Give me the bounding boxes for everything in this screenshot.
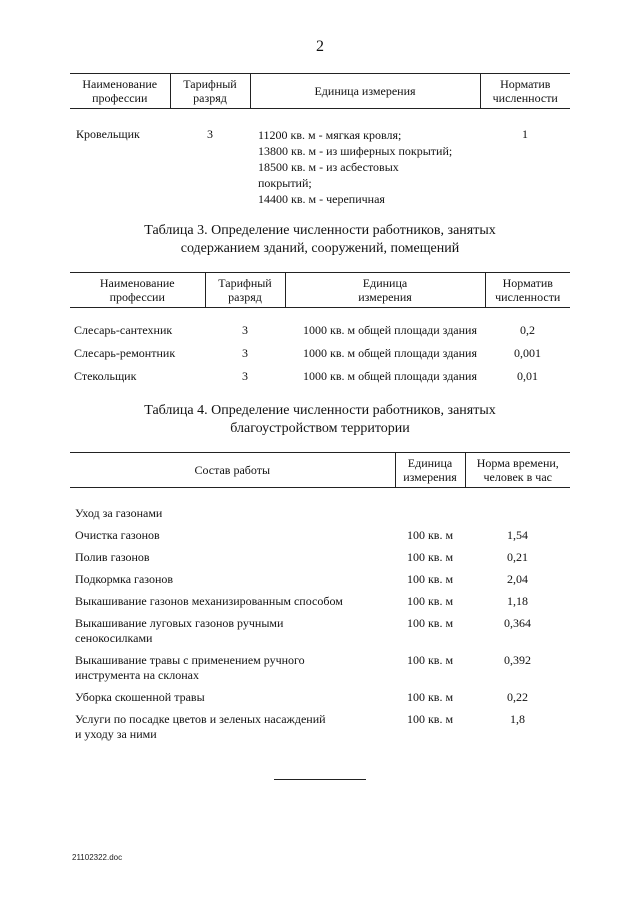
cell-work: Полив газонов [75,550,150,564]
cell-work: Выкашивание травы с применением ручного инструмента на склонах [75,653,305,682]
header-unit: Единица измерения [395,453,465,488]
table-header-row [70,273,570,308]
cell-work: Выкашивание газонов механизированным способом [75,594,343,608]
cell-grade: 3 [242,369,248,383]
cell-unit: 100 кв. м [406,572,454,586]
header-unit: Единица измерения [285,273,485,308]
cell-unit: 100 кв. м [406,528,454,542]
section-label: Уход за газонами [75,506,163,520]
header-norm: Норма времени, человек в час [465,453,570,488]
header-profession: Наименование профессии [70,74,170,109]
table-3 [70,272,570,388]
table-4-title: Таблица 4. Определение численности работников, занятых благоустройством территории [144,403,496,436]
cell-norm: 1,54 [507,528,528,542]
cell-norm: 1 [522,127,528,141]
cell-unit: 1000 кв. м общей площади здания [302,346,477,360]
table-row [70,571,570,593]
table-row [70,615,570,652]
cell-profession: Слесарь-ремонтник [74,346,176,360]
table-row [70,711,570,748]
cell-norm: 0,392 [504,653,531,667]
cell-norm: 2,04 [507,572,528,586]
table-row [70,652,570,689]
cell-norm: 0,22 [507,690,528,704]
unit-line: 11200 кв. м - мягкая кровля; [258,128,402,142]
cell-profession: Слесарь-сантехник [74,323,173,337]
header-profession: Наименование профессии [70,273,205,308]
table-row [70,109,570,209]
cell-unit: 100 кв. м [406,550,454,564]
header-grade: Тарифный разряд [205,273,285,308]
unit-line: 13800 кв. м - из шиферных покрытий; [258,144,453,158]
header-norm: Норматив численности [485,273,570,308]
cell-grade: 3 [242,323,248,337]
cell-unit: 100 кв. м [406,616,454,630]
cell-unit: 100 кв. м [406,690,454,704]
table-row [70,689,570,711]
header-unit: Единица измерения [250,74,480,109]
header-work: Состав работы [70,453,395,488]
cell-unit: 100 кв. м [406,594,454,608]
header-norm: Норматив численности [480,74,570,109]
cell-norm: 1,18 [507,594,528,608]
cell-unit: 1000 кв. м общей площади здания [302,369,477,383]
cell-norm: 0,001 [514,346,541,360]
unit-line: покрытий; [258,176,312,190]
cell-norm: 0,2 [520,323,535,337]
cell-unit [250,109,480,209]
cell-norm: 1,8 [510,712,525,726]
table-2-continuation [70,73,570,208]
cell-grade: 3 [242,346,248,360]
header-grade: Тарифный разряд [170,74,250,109]
unit-line: 18500 кв. м - из асбестовых [258,160,399,174]
cell-work: Очистка газонов [75,528,160,542]
cell-profession: Кровельщик [76,127,140,141]
table-row [70,365,570,388]
unit-line: 14400 кв. м - черепичная [258,192,385,206]
cell-norm: 0,21 [507,550,528,564]
table-row [70,549,570,571]
table-row [70,308,570,343]
cell-norm: 0,364 [504,616,531,630]
cell-work: Уборка скошенной травы [75,690,205,704]
table-row [70,342,570,365]
table-row [70,527,570,549]
cell-profession: Стекольщик [74,369,137,383]
end-separator-line [274,779,366,780]
page-number: 2 [316,38,324,55]
cell-work: Услуги по посадке цветов и зеленых насаждений и уходу за ними [75,712,326,741]
section-row [70,488,570,528]
table-row [70,593,570,615]
table-3-title: Таблица 3. Определение численности работников, занятых содержанием зданий, сооружений, помещений [144,223,496,256]
cell-unit: 100 кв. м [406,712,454,726]
table-4 [70,452,570,748]
cell-norm: 0,01 [517,369,538,383]
table-header-row [70,453,570,488]
cell-unit: 100 кв. м [406,653,454,667]
cell-work: Выкашивание луговых газонов ручными сенокосилками [75,616,284,645]
table-header-row [70,74,570,109]
cell-grade: 3 [207,127,213,141]
cell-work: Подкормка газонов [75,572,174,586]
footer-filename: 21102322.doc [72,853,123,862]
cell-unit: 1000 кв. м общей площади здания [302,323,477,337]
